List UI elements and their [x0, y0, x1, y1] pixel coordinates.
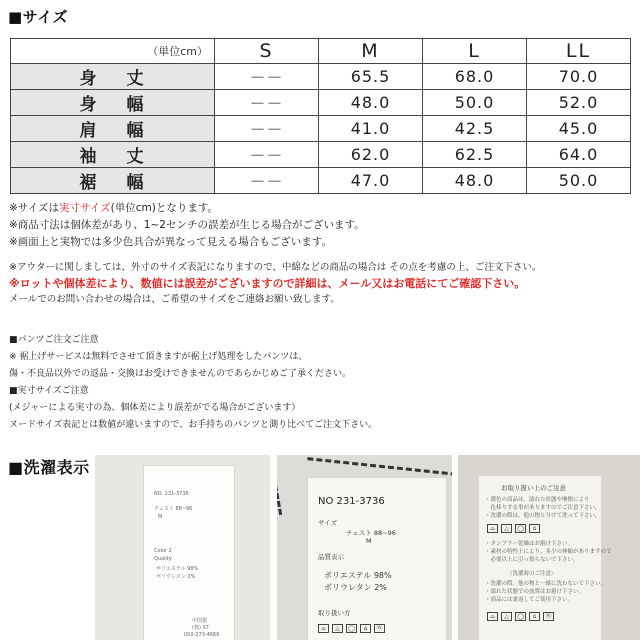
note-text: (単位cm)となります。	[110, 202, 218, 214]
table-cell: 47.0	[319, 168, 423, 194]
table-cell: －－	[215, 116, 319, 142]
care-tag	[307, 477, 447, 640]
row-label: 裾幅	[11, 168, 215, 194]
table-cell: 52.0	[527, 90, 631, 116]
tag-line: ・濡れた状態での放置はお避け下さい。	[485, 589, 585, 595]
tag-chest: チェスト 88~96	[154, 506, 193, 512]
table-cell: －－	[215, 64, 319, 90]
table-cell: 68.0	[423, 64, 527, 90]
care-symbols	[318, 624, 385, 633]
tag-chest: チェスト 88~96	[346, 529, 396, 537]
dry-clean-icon: Ⓦ	[374, 624, 385, 633]
table-cell: 50.0	[527, 168, 631, 194]
care-symbols	[487, 524, 540, 533]
table-cell: 50.0	[423, 90, 527, 116]
note-line: ※ 裾上げサービスは無料でさせて頂きますが裾上げ処理をしたパンツは、	[9, 352, 308, 362]
tag-title: お取り扱い上のご注意	[501, 484, 566, 492]
table-cell: －－	[215, 90, 319, 116]
bleach-icon: △	[501, 612, 512, 621]
table-cell: 41.0	[319, 116, 423, 142]
bleach-icon: △	[332, 624, 343, 633]
row-label: 身丈	[11, 64, 215, 90]
tag-line: ・洗濯の際は、他の物と分けて洗って下さい。	[485, 513, 601, 519]
row-label: 肩幅	[11, 116, 215, 142]
tumble-dry-icon: ◯	[515, 612, 526, 621]
tag-line: 色移りする事がありますのでご注意下さい。	[485, 505, 601, 511]
warning-line: ※ロットや個体差により、数値には誤差がございますので詳細は、メール又はお電話にてご確認下さい。	[9, 277, 526, 290]
size-header-ll: LL	[527, 39, 631, 64]
tag-no: NO 231-3736	[318, 496, 385, 507]
wash-section-title: ■洗濯表示	[8, 458, 90, 477]
note-line: ※商品寸法は個体差があり、1~2センチの誤差が生じる場合がございます。	[9, 219, 365, 231]
tag-care-label: 取り扱い方	[318, 609, 351, 617]
tag-no: NO. 231-3736	[154, 491, 189, 497]
table-cell: －－	[215, 142, 319, 168]
care-tag	[143, 465, 235, 640]
table-row	[11, 90, 631, 116]
table-cell: 64.0	[527, 142, 631, 168]
care-label-photo-2	[277, 455, 452, 640]
wash-tub-icon: ⌓	[487, 524, 498, 533]
table-cell: 62.5	[423, 142, 527, 168]
size-table-header	[11, 39, 631, 64]
tumble-dry-icon: ◯	[346, 624, 357, 633]
size-table	[10, 38, 631, 194]
table-cell: 62.0	[319, 142, 423, 168]
size-header-l: L	[423, 39, 527, 64]
row-label: 袖丈	[11, 142, 215, 168]
tag-line: ・タンブラー乾燥はお避け下さい。	[485, 541, 574, 547]
wash-tub-icon: ⌓	[318, 624, 329, 633]
note-line: ※アウターに関しましては、外寸のサイズ表記になりますので、中綿などの商品の場合は その点を考慮の上、ご注文下さい。	[9, 262, 542, 273]
note-line: ヌードサイズ表記とは数値が違いますので、お手持ちのパンツと測り比べてご注文下さい。	[9, 420, 378, 430]
size-header-m: M	[319, 39, 423, 64]
iron-icon: ⌂	[360, 624, 371, 633]
tag-quality: 品質表示	[318, 553, 344, 561]
tag-line: 〈洗濯時のご注意〉	[507, 571, 557, 577]
note-text: ※サイズは	[9, 202, 59, 214]
tag-quality: Quality	[154, 556, 172, 562]
note-heading: ■実寸サイズご注意	[9, 386, 89, 396]
wash-tub-icon: ⌓	[487, 612, 498, 621]
tag-size: M	[158, 514, 163, 520]
table-cell: 48.0	[319, 90, 423, 116]
tag-footer-3: 050-273-4666	[184, 632, 220, 638]
dry-clean-icon: Ⓦ	[543, 612, 554, 621]
tag-material-1: ポリエステル 98%	[324, 571, 392, 580]
table-cell: －－	[215, 168, 319, 194]
table-cell: 70.0	[527, 64, 631, 90]
tag-line: ・商品には裏返してご使用下さい。	[485, 597, 574, 603]
tag-footer-2: (株) ST	[192, 625, 209, 631]
outer-notes	[9, 260, 541, 308]
care-label-photo-3	[458, 455, 640, 640]
table-cell: 45.0	[527, 116, 631, 142]
tag-line: 必要以上に引っ張らないで下さい。	[485, 557, 579, 563]
tag-size-label: サイズ	[318, 519, 337, 527]
table-cell: 42.5	[423, 116, 527, 142]
tag-color: Color 2	[154, 548, 172, 554]
iron-icon: ⌂	[529, 612, 540, 621]
pants-notes	[9, 332, 377, 434]
tag-size: M	[366, 537, 372, 545]
iron-icon: ⌂	[529, 524, 540, 533]
tag-line: ・濃色の商品は、濡れた状態や摩擦により	[485, 497, 590, 503]
note-highlight: 実寸サイズ	[58, 202, 111, 214]
size-notes	[9, 200, 365, 251]
tag-material-1: ポリエステル 98%	[156, 566, 199, 572]
tumble-dry-icon: ◯	[515, 524, 526, 533]
tag-material-2: ポリウレタン 2%	[156, 574, 196, 580]
tag-material-2: ポリウレタン 2%	[324, 583, 387, 592]
tag-footer-1: 中国製	[192, 618, 208, 624]
note-line: (メジャーによる実寸の為、個体差により誤差がでる場合がございます）	[9, 403, 301, 413]
note-line	[9, 200, 365, 217]
tag-line: ・洗濯の際、他の物と一緒に洗わないで下さい。	[485, 581, 607, 587]
note-line: 傷・不良品以外での返品・交換はお受けできませんのであらかじめご了承ください。	[9, 369, 352, 379]
unit-label: （単位cm）	[11, 39, 215, 64]
table-cell: 48.0	[423, 168, 527, 194]
tag-line: ・素材の特性上により、多少の伸縮がありますので	[485, 549, 612, 555]
note-line: メールでのお問い合わせの場合は、ご希望のサイズをご連絡お願い致します。	[9, 294, 340, 305]
table-row	[11, 116, 631, 142]
table-row	[11, 168, 631, 194]
stitch-line	[307, 457, 452, 476]
bleach-icon: △	[501, 524, 512, 533]
size-header-s: S	[215, 39, 319, 64]
table-cell: 65.5	[319, 64, 423, 90]
table-row	[11, 64, 631, 90]
row-label: 身幅	[11, 90, 215, 116]
note-heading: ■パンツご注文ご注意	[9, 335, 99, 345]
size-section-title: ■サイズ	[8, 8, 68, 26]
stitch-line	[277, 485, 282, 515]
table-row	[11, 142, 631, 168]
care-label-photo-1	[95, 455, 270, 640]
note-line: ※画面上と実物では多少色具合が異なって見える場合もございます。	[9, 236, 332, 248]
care-tag	[478, 475, 612, 640]
care-symbols	[487, 612, 554, 621]
